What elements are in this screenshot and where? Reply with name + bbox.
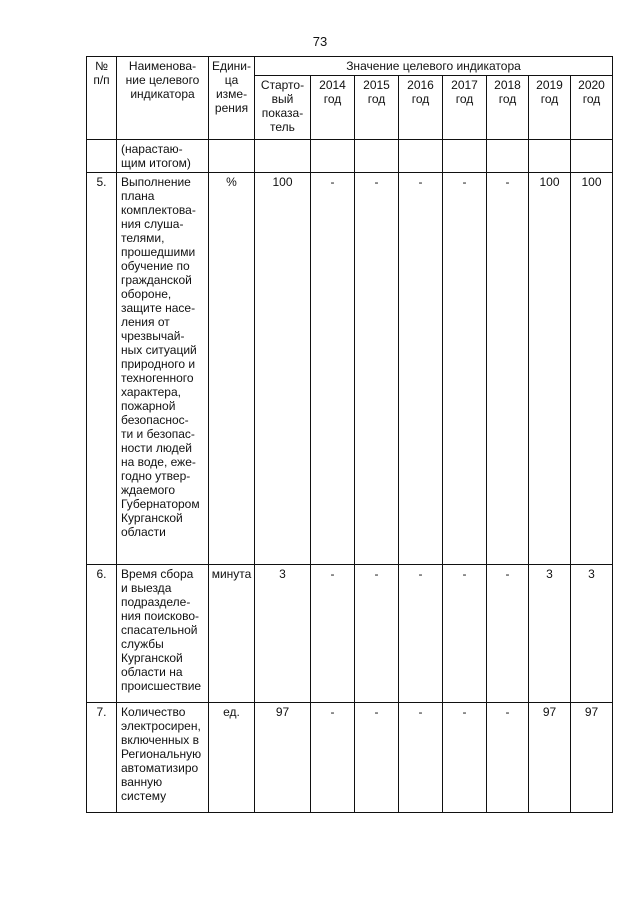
value-cell: - <box>443 703 487 813</box>
header-name: Наименова- ние целевого индикатора <box>117 57 209 140</box>
row-num: 7. <box>87 703 117 813</box>
value-cell: 100 <box>255 173 311 565</box>
indicator-name: Количество электросирен, включенных в Региональную автоматизиро ванную систему <box>117 703 209 813</box>
value-cell: - <box>355 173 399 565</box>
value-cell: 3 <box>255 565 311 703</box>
value-cell: - <box>443 565 487 703</box>
header-col-2016: 2016 год <box>399 76 443 140</box>
table-cell <box>255 140 311 173</box>
value-cell: 97 <box>529 703 571 813</box>
table-cell <box>311 140 355 173</box>
indicator-name: (нарастаю- щим итогом) <box>117 140 209 173</box>
header-col-2015: 2015 год <box>355 76 399 140</box>
value-cell: 100 <box>529 173 571 565</box>
header-col-2018: 2018 год <box>487 76 529 140</box>
table-row-7 <box>87 703 613 813</box>
table-cell <box>487 140 529 173</box>
value-cell: - <box>355 565 399 703</box>
table-cell <box>87 140 117 173</box>
unit-cell: минута <box>209 565 255 703</box>
table-row-continuation <box>87 140 613 173</box>
value-cell: - <box>311 703 355 813</box>
indicator-name: Выполнение плана комплектова- ния слуша- телями, прошедшими обучение по гражданской обороне, защите насе- ления от чрезвычай- ных ситуаций природного и техногенного характера, пожарной безопаснос- ти и безопас- ности людей на воде, еже- годно утвер- ждаемого Губернатором Курганской области <box>117 173 209 565</box>
table-cell <box>571 140 613 173</box>
value-cell: 3 <box>529 565 571 703</box>
row-num: 5. <box>87 173 117 565</box>
header-col-2019: 2019 год <box>529 76 571 140</box>
header-target-values: Значение целевого индикатора <box>255 57 613 76</box>
header-unit: Едини- ца изме- рения <box>209 57 255 140</box>
header-col-2017: 2017 год <box>443 76 487 140</box>
header-col-2014: 2014 год <box>311 76 355 140</box>
table-cell <box>399 140 443 173</box>
table-cell <box>529 140 571 173</box>
value-cell: - <box>487 173 529 565</box>
table-cell <box>355 140 399 173</box>
value-cell: - <box>355 703 399 813</box>
header-col-start: Старто- вый показа- тель <box>255 76 311 140</box>
table-row-5 <box>87 173 613 565</box>
value-cell: 97 <box>571 703 613 813</box>
unit-cell: % <box>209 173 255 565</box>
value-cell: 100 <box>571 173 613 565</box>
value-cell: - <box>443 173 487 565</box>
unit-cell: ед. <box>209 703 255 813</box>
value-cell: - <box>399 565 443 703</box>
value-cell: - <box>399 173 443 565</box>
value-cell: - <box>311 173 355 565</box>
table-cell <box>209 140 255 173</box>
table-cell <box>443 140 487 173</box>
value-cell: 3 <box>571 565 613 703</box>
indicator-name: Время сбора и выезда подразделе- ния поисково- спасательной службы Курганской области на происшествие <box>117 565 209 703</box>
value-cell: - <box>487 703 529 813</box>
page-number: 73 <box>312 34 328 49</box>
indicator-table <box>86 56 613 813</box>
header-col-2020: 2020 год <box>571 76 613 140</box>
value-cell: 97 <box>255 703 311 813</box>
table-row-6 <box>87 565 613 703</box>
value-cell: - <box>487 565 529 703</box>
header-num: № п/п <box>87 57 117 140</box>
header-row-1 <box>87 57 613 76</box>
value-cell: - <box>311 565 355 703</box>
row-num: 6. <box>87 565 117 703</box>
value-cell: - <box>399 703 443 813</box>
